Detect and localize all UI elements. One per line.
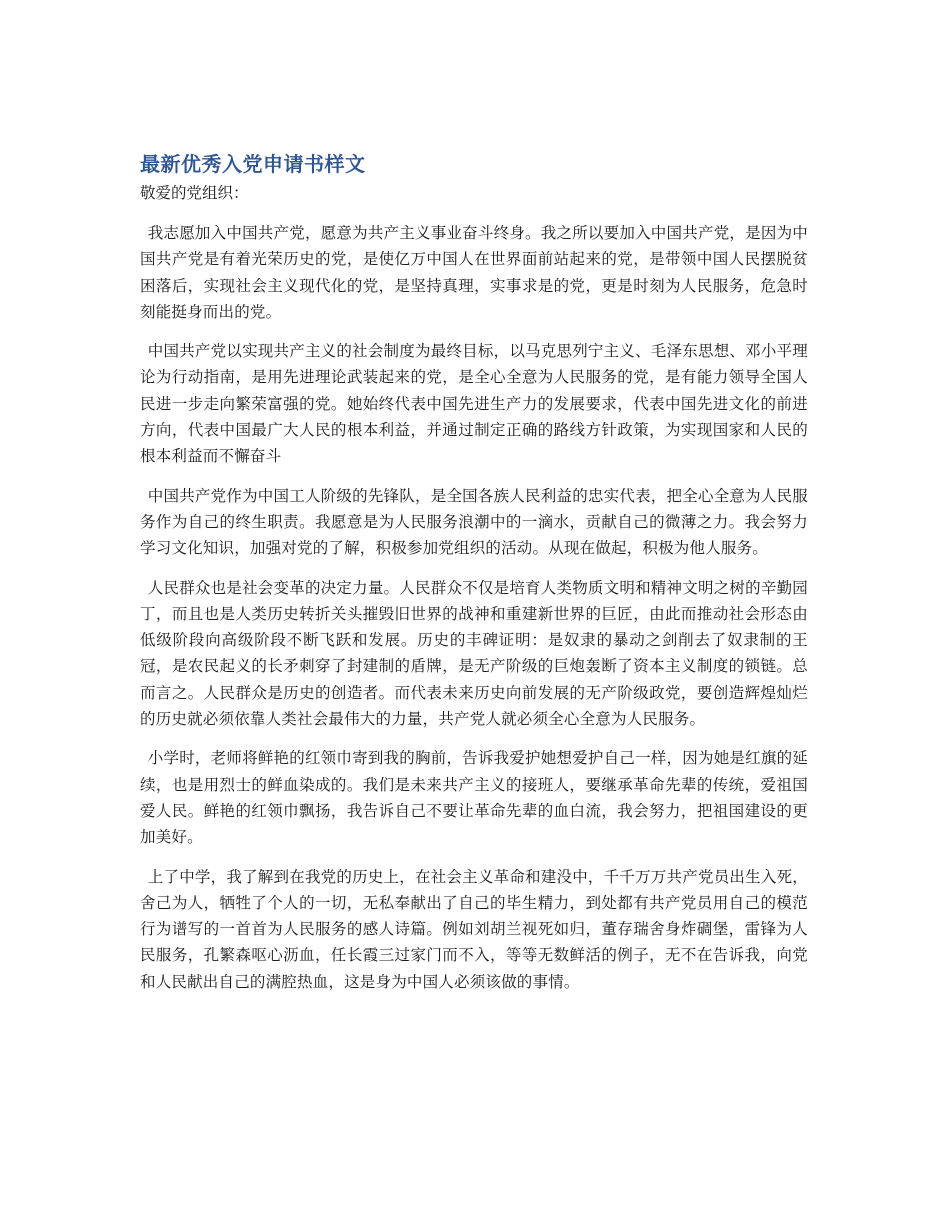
document-title: 最新优秀入党申请书样文 [140, 152, 366, 176]
paragraph-3: 中国共产党作为中国工人阶级的先锋队，是全国各族人民利益的忠实代表，把全心全意为人民服务作为自己的终生职责。我愿意是为人民服务浪潮中的一滴水，贡献自己的微薄之力。我会努力学习文化知识，加强对党的了解，积极参加党组织的活动。从现在做起，积极为他人服务。 [140, 486, 808, 558]
paragraph-4: 人民群众也是社会变革的决定力量。人民群众不仅是培育人类物质文明和精神文明之树的辛勤园丁，而且也是人类历史转折关头摧毁旧世界的战神和重建新世界的巨匠，由此而推动社会形态由低级阶段向高级阶段不断飞跃和发展。历史的丰碑证明：是奴隶的暴动之剑削去了奴隶制的王冠，是农民起义的长矛刺穿了封建制的盾牌，是无产阶级的巨炮轰断了资本主义制度的锁链。总而言之。人民群众是历史的创造者。而代表未来历史向前发展的无产阶级政党，要创造辉煌灿烂的历史就必须依靠人类社会最伟大的力量，共产党人就必须全心全意为人民服务。 [140, 578, 808, 729]
document-page [140, 148, 808, 1008]
paragraph-1: 我志愿加入中国共产党，愿意为共产主义事业奋斗终身。我之所以要加入中国共产党，是因为中国共产党是有着光荣历史的党，是使亿万中国人在世界面前站起来的党，是带领中国人民摆脱贫困落后，实现社会主义现代化的党，是坚持真理，实事求是的党，更是时刻为人民服务，危急时刻能挺身而出的党。 [140, 224, 808, 321]
paragraph-5: 小学时，老师将鲜艳的红领巾寄到我的胸前，告诉我爱护她想爱护自己一样，因为她是红旗的延续，也是用烈士的鲜血染成的。我们是未来共产主义的接班人，要继承革命先辈的传统，爱祖国爱人民。鲜艳的红领巾飘扬，我告诉自己不要让革命先辈的血白流，我会努力，把祖国建设的更加美好。 [140, 749, 808, 847]
salutation: 敬爱的党组织： [140, 184, 249, 202]
paragraph-2: 中国共产党以实现共产主义的社会制度为最终目标，以马克思列宁主义、毛泽东思想、邓小平理论为行动指南，是用先进理论武装起来的党，是全心全意为人民服务的党，是有能力领导全国人民进一步走向繁荣富强的党。她始终代表中国先进生产力的发展要求，代表中国先进文化的前进方向，代表中国最广大人民的根本利益，并通过制定正确的路线方针政策，为实现国家和人民的根本利益而不懈奋斗 [140, 342, 808, 466]
paragraph-6: 上了中学，我了解到在我党的历史上，在社会主义革命和建没中，千千万万共产党员出生入死，舍己为人，牺牲了个人的一切，无私奉献出了自己的毕生精力，到处都有共产党员用自己的模范行为谱写的一首首为人民服务的感人诗篇。例如刘胡兰视死如归，董存瑞舍身炸碉堡，雷锋为人民服务，孔繁森呕心沥血，任长霞三过家门而不入，等等无数鲜活的例子，无不在告诉我，向党和人民献出自己的满腔热血，这是身为中国人必须该做的事情。 [140, 867, 808, 991]
